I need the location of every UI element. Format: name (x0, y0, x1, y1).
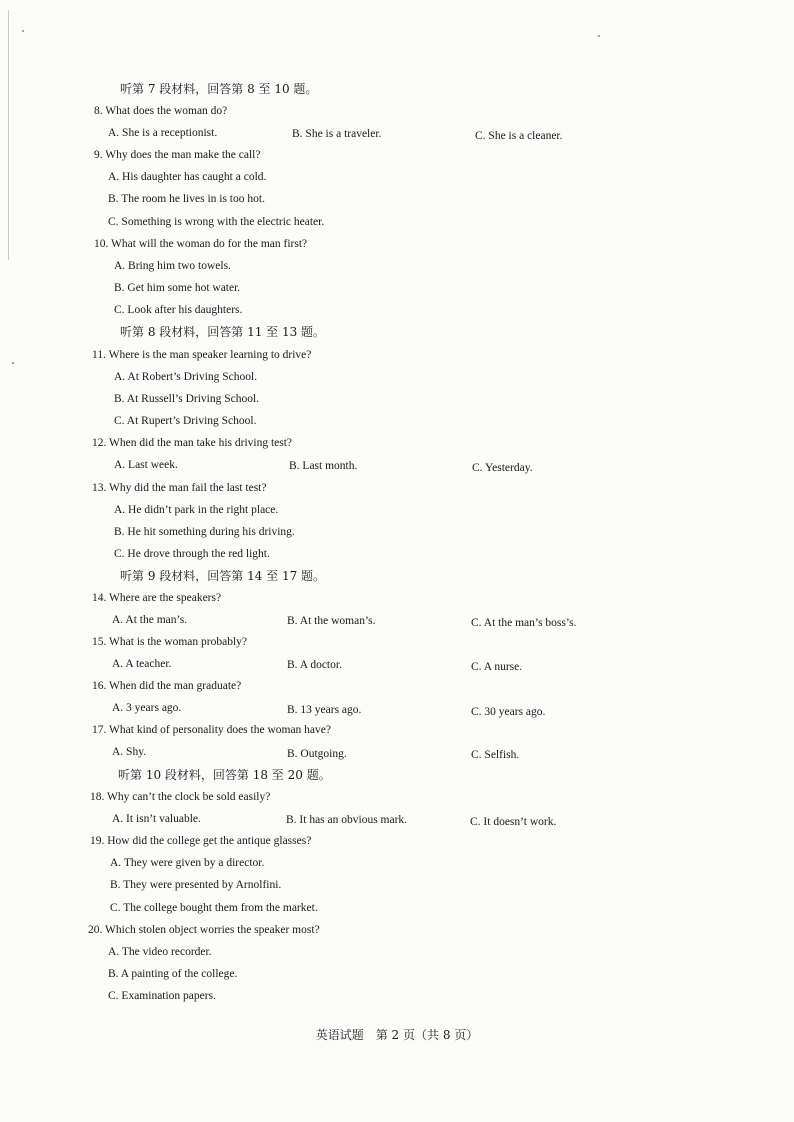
option: A. At the man’s. (112, 614, 188, 626)
question-stem: 13. Why did the man fail the last test? (92, 482, 267, 494)
option: C. It doesn’t work. (470, 816, 557, 828)
option: A. They were given by a director. (110, 857, 265, 869)
option: C. She is a cleaner. (475, 130, 563, 142)
option: A. At Robert’s Driving School. (114, 371, 258, 383)
question-stem: 19. How did the college get the antique glasses? (90, 835, 312, 847)
scan-speck (22, 30, 24, 32)
option: C. 30 years ago. (471, 706, 546, 718)
option: B. A painting of the college. (108, 968, 238, 980)
option: C. He drove through the red light. (114, 548, 270, 560)
option: B. They were presented by Arnolfini. (110, 879, 282, 891)
section-heading: 听第 9 段材料，回答第 14 至 17 题。 (120, 569, 326, 583)
option: C. Examination papers. (108, 990, 216, 1002)
section-heading: 听第 10 段材料，回答第 18 至 20 题。 (118, 768, 331, 782)
section-heading: 听第 7 段材料，回答第 8 至 10 题。 (120, 82, 318, 96)
question-stem: 9. Why does the man make the call? (94, 149, 261, 161)
option: A. A teacher. (112, 658, 172, 670)
option: A. She is a receptionist. (108, 127, 218, 139)
scan-speck (598, 35, 600, 37)
question-stem: 15. What is the woman probably? (92, 636, 248, 648)
option: B. The room he lives in is too hot. (108, 193, 265, 205)
option: B. Get him some hot water. (114, 282, 241, 294)
question-stem: 8. What does the woman do? (94, 105, 228, 117)
option: B. Outgoing. (287, 748, 347, 760)
option: A. Bring him two towels. (114, 260, 231, 272)
option: C. Selfish. (471, 749, 520, 761)
option: A. His daughter has caught a cold. (108, 171, 267, 183)
option: B. She is a traveler. (292, 128, 382, 140)
option: B. He hit something during his driving. (114, 526, 295, 538)
question-stem: 16. When did the man graduate? (92, 680, 242, 692)
section-heading: 听第 8 段材料，回答第 11 至 13 题。 (120, 325, 326, 339)
option: C. A nurse. (471, 661, 523, 673)
question-stem: 11. Where is the man speaker learning to drive? (92, 349, 312, 361)
question-stem: 17. What kind of personality does the woman have? (92, 724, 331, 736)
question-stem: 12. When did the man take his driving test? (92, 437, 293, 449)
option: A. The video recorder. (108, 946, 212, 958)
binding-margin-line (8, 10, 9, 260)
option: B. It has an obvious mark. (286, 814, 408, 826)
option: A. He didn’t park in the right place. (114, 504, 279, 516)
question-stem: 10. What will the woman do for the man first? (94, 238, 308, 250)
option: C. The college bought them from the market. (110, 902, 318, 914)
option: A. Shy. (112, 746, 147, 758)
page-footer: 英语试题 第 2 页（共 8 页） (315, 1028, 479, 1042)
scan-speck (12, 362, 14, 364)
option: C. Something is wrong with the electric heater. (108, 216, 325, 228)
question-stem: 18. Why can’t the clock be sold easily? (90, 791, 271, 803)
question-stem: 14. Where are the speakers? (92, 592, 222, 604)
option: B. 13 years ago. (287, 704, 362, 716)
option: B. At Russell’s Driving School. (114, 393, 260, 405)
option: C. Yesterday. (472, 462, 533, 474)
option: A. It isn’t valuable. (112, 813, 201, 825)
option: B. A doctor. (287, 659, 342, 671)
option: B. At the woman’s. (287, 615, 376, 627)
option: C. Look after his daughters. (114, 304, 243, 316)
option: C. At Rupert’s Driving School. (114, 415, 257, 427)
option: A. Last week. (114, 459, 178, 471)
option: C. At the man’s boss’s. (471, 617, 577, 629)
option: A. 3 years ago. (112, 702, 182, 714)
option: B. Last month. (289, 460, 358, 472)
question-stem: 20. Which stolen object worries the speaker most? (88, 924, 320, 936)
